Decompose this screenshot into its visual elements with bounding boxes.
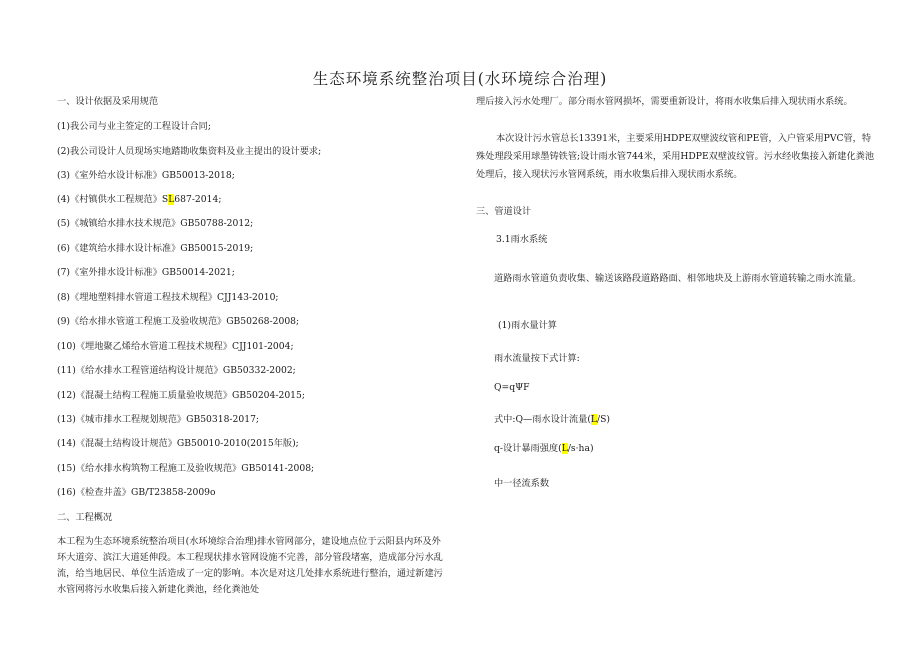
where-suffix: /S) [597, 414, 610, 425]
rain-paragraph: 道路雨水管道负责收集、输送该路段道路路面、相邻地块及上游雨水管道转输之雨水流量。 [494, 273, 862, 284]
formula: Q=qΨF [494, 382, 530, 393]
subsection-heading: 3.1雨水系统 [496, 234, 548, 245]
ref-item: (15)《给水排水构筑物工程施工及验收规范》GB50141-2008; [57, 463, 315, 474]
section2-heading: 二、工程概况 [57, 512, 113, 523]
ref-item: (12)《混凝土结构工程施工质量验收规范》GB50204-2015; [57, 390, 305, 401]
q-prefix: q-设计暴雨强度( [494, 443, 562, 454]
highlight-mark: L [168, 194, 175, 205]
ref4-prefix: (4)《村镇供水工程规范》S [57, 194, 169, 205]
section1-heading: 一、设计依据及采用规范 [57, 96, 159, 107]
ref-item: (6)《建筑给水排水设计标准》GB50015-2019; [57, 243, 254, 254]
psi-line: 中一径流系数 [494, 478, 550, 489]
ref-item: (5)《城镇给水排水技术规范》GB50788-2012; [57, 218, 254, 229]
highlight-mark: L [561, 443, 568, 454]
ref-item: (7)《室外排水设计标准》GB50014-2021; [57, 267, 235, 278]
design-paragraph: 本次设计污水管总长13391米，主要采用HDPE双壁波纹管和PE管，入户管采用PVC管，特殊处理段采用球墨铸铁管;设计雨水管744米，采用HDPE双壁波纹管。污水经收集接入新建化粪池处理后，接入现状污水管网系统，雨水收集后排入现状雨水系统。 [476, 133, 875, 180]
where-prefix: 式中:Q—雨水设计流量( [494, 414, 591, 425]
formula-intro: 雨水流量按下式计算: [494, 353, 580, 364]
section3-heading: 三、管道设计 [476, 206, 532, 217]
ref-item: (14)《混凝土结构设计规范》GB50010-2010(2015年版); [57, 438, 299, 449]
ref-item: (11)《给水排水工程管道结构设计规范》GB50332-2002; [57, 365, 296, 376]
ref-item: (10)《埋地聚乙烯给水管道工程技术规程》CJJ101-2004; [57, 341, 294, 352]
ref-item: (2)我公司设计人员现场实地踏勘收集资料及业主提出的设计要求; [57, 146, 322, 157]
where-line [494, 414, 610, 426]
calc-heading: (1)雨水量计算 [498, 320, 557, 331]
continued-paragraph: 理后接入污水处理厂。部分雨水管网损坏，需要重新设计，将雨水收集后排入现状雨水系统。 [476, 96, 853, 107]
overview-paragraph: 本工程为生态环境系统整治项目(水环境综合治理)排水管网部分，建设地点位于云阳县内环及外环大道旁、滨江大道延伸段。本工程现状排水管网设施不完善，部分管段堵塞，造成部分污水乱流，给当地居民、单位生活造成了一定的影响。本次是对这几处排水系统进行整治，通过新建污水管网将污水收集后接入新建化粪池，经化粪池处 [57, 536, 443, 595]
ref-item: (8)《埋地塑料排水管道工程技术规程》CJJ143-2010; [57, 292, 279, 303]
ref-item: (9)《给水排水管道工程施工及验收规范》GB50268-2008; [57, 316, 300, 327]
ref-item: (1)我公司与业主签定的工程设计合同; [57, 121, 211, 132]
ref4-suffix: 687-2014; [174, 194, 222, 205]
ref-item-4 [57, 194, 221, 206]
q-line [494, 443, 594, 455]
ref-item: (13)《城市排水工程规划规范》GB50318-2017; [57, 414, 260, 425]
page-title: 生态环境系统整治项目(水环境综合治理) [312, 70, 608, 88]
ref-item: (3)《室外给水设计标准》GB50013-2018; [57, 170, 235, 181]
ref-item: (16)《检查井盖》GB/T23858-2009o [57, 487, 216, 498]
q-suffix: /s·ha) [567, 443, 594, 454]
highlight-mark: L [590, 414, 598, 425]
